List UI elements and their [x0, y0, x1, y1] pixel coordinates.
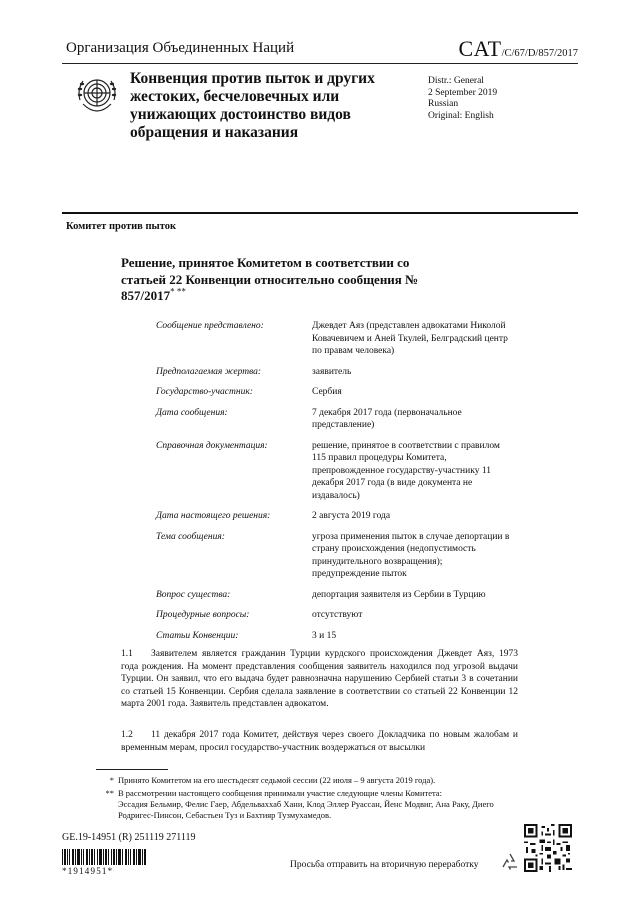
- footnote-text-continued: Эссадия Бельмир, Фелис Гаер, Абдельваххаб Хани, Клод Эллер Руассан, Йенс Модвиг, Ана Раку, Диего Родригес-Пинсон, Себастьен Туз и Бахтияр Тузмухамедов.: [118, 799, 494, 820]
- distr-language: Russian: [428, 99, 459, 109]
- header-rule: [62, 63, 578, 64]
- info-row: [156, 609, 510, 630]
- qr-code-icon: [524, 824, 572, 872]
- distribution-block: [428, 76, 497, 122]
- info-label: Сообщение представлено:: [156, 321, 264, 331]
- paragraph-number: 1.2: [121, 730, 133, 740]
- info-label: Процедурные вопросы:: [156, 610, 250, 620]
- info-label: Справочная документация:: [156, 440, 268, 451]
- document-symbol: [459, 36, 579, 62]
- info-label: Предполагаемая жертва:: [156, 366, 262, 377]
- info-value: Джевдет Аяз (представлен адвокатами Николой Ковачевичем и Аней Ткулей, Белградский центр по правам человека): [312, 321, 508, 356]
- footnote-1: [92, 775, 522, 786]
- info-row: [156, 386, 510, 407]
- info-row: [156, 440, 510, 511]
- info-label: Статьи Конвенции:: [156, 630, 239, 641]
- info-label: Дата настоящего решения:: [156, 511, 271, 521]
- decision-title-text: Решение, принятое Комитетом в соответствии со статьей 22 Конвенции относительно сообщения № 857/2017: [121, 255, 419, 303]
- info-value: 2 августа 2019 года: [312, 511, 391, 521]
- footnote-mark: **: [105, 788, 114, 798]
- organization-name: Организация Объединенных Наций: [66, 40, 295, 56]
- info-value: Сербия: [312, 387, 342, 397]
- info-label: Дата сообщения:: [156, 407, 228, 418]
- footnote-mark: *: [109, 775, 114, 785]
- info-value: отсутствуют: [312, 610, 363, 620]
- recycle-icon: [500, 852, 520, 872]
- info-row: [156, 510, 510, 531]
- symbol-main: CAT: [458, 36, 502, 61]
- info-row: [156, 630, 510, 651]
- info-row: [156, 589, 510, 610]
- paragraph-text: 11 декабря 2017 года Комитет, действуя через своего Докладчика по новым жалобам и временным мерам, просил государство-участник воздержаться от высылки: [121, 730, 518, 753]
- footnote-separator: [96, 769, 168, 770]
- footnote-text: Принято Комитетом на его шестьдесят седьмой сессии (22 июля – 9 августа 2019 года).: [118, 775, 436, 785]
- info-label: Государство-участник:: [156, 387, 253, 397]
- info-row: [156, 320, 510, 366]
- info-row: [156, 366, 510, 387]
- info-label: Вопрос существа:: [156, 589, 231, 600]
- paragraph-1-2: [121, 729, 518, 754]
- paragraph-number: 1.1: [121, 649, 133, 659]
- footnote-text: В рассмотрении настоящего сообщения принимали участие следующие члены Комитета:: [118, 788, 442, 798]
- barcode-icon: [62, 849, 146, 865]
- info-value: заявитель: [312, 366, 352, 377]
- footnote-2: [92, 788, 522, 821]
- communication-info-table: [156, 320, 510, 650]
- paragraph-text: Заявителем является гражданин Турции курдского происхождения Джевдет Аяз, 1973 года рождения. На момент представления сообщения заявитель находился под угрозой выдачи Турции. Он заявил, что его выдача будет равнозначна нарушению Сербией статьи 3 в сочетании со статьей 15 Конвенции. Сербия сделала заявление в соответствии со статьей 22 Конвенции 12 марта 2001 года. Заявитель представлен адвокатом.: [121, 649, 518, 709]
- paragraph-1-1: [121, 648, 518, 711]
- barcode-number: *1914951*: [62, 866, 114, 876]
- info-value: 3 и 15: [312, 630, 337, 641]
- info-row: [156, 531, 510, 589]
- info-value: депортация заявителя из Сербии в Турцию: [312, 589, 486, 600]
- convention-title: Конвенция против пыток и других жестоких, бесчеловечных или унижающих достоинство видов обращения и наказания: [130, 70, 375, 141]
- symbol-sub: /C/67/D/857/2017: [501, 48, 578, 59]
- decision-footnote-marks: * **: [170, 286, 186, 297]
- info-value: 7 декабря 2017 года (первоначальное представление): [312, 407, 462, 430]
- un-emblem-icon: [74, 70, 120, 116]
- recycle-notice: Просьба отправить на вторичную переработку: [290, 860, 479, 870]
- header-thick-rule: [62, 212, 578, 214]
- info-value: решение, принятое в соответствии с правилом 115 правил процедуры Комитета, препровожденное государству-участнику 11 декабря 2017 года (в виде документа не издавалось): [312, 440, 500, 501]
- info-value: угроза применения пыток в случае депортации в страну происхождения (недопустимость принудительного возвращения); предупреждение пыток: [312, 531, 510, 579]
- distr-date: 2 September 2019: [428, 87, 498, 98]
- distr-original: Original: English: [428, 110, 494, 121]
- decision-title: [121, 255, 451, 305]
- info-label: Тема сообщения:: [156, 531, 225, 542]
- job-number: GE.19-14951 (R) 251119 271119: [62, 832, 196, 843]
- committee-name: Комитет против пыток: [66, 221, 177, 232]
- distr-line: Distr.: General: [428, 76, 484, 86]
- info-row: [156, 407, 510, 440]
